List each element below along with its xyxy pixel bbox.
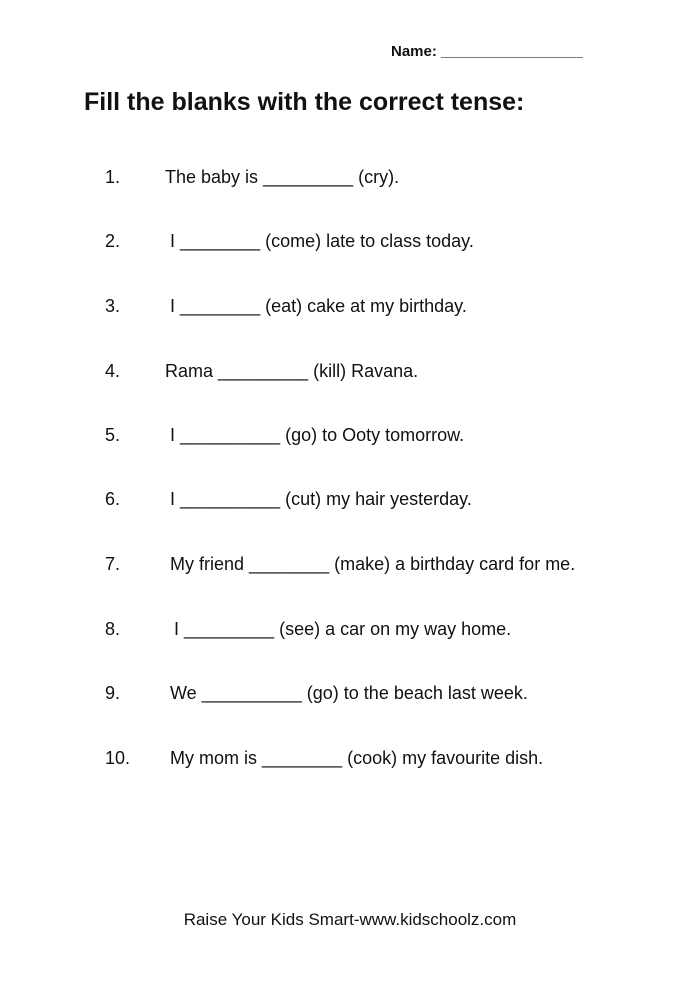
question-text: I _________ (see) a car on my way home. bbox=[174, 619, 512, 639]
question-text: I __________ (go) to Ooty tomorrow. bbox=[170, 425, 465, 445]
question-number: 7. bbox=[105, 554, 121, 574]
footer-credit: Raise Your Kids Smart-www.kidschoolz.com bbox=[183, 910, 517, 929]
question-item bbox=[0, 617, 700, 641]
question-item bbox=[0, 746, 700, 770]
worksheet-title: Fill the blanks with the correct tense: bbox=[84, 88, 525, 116]
question-number: 2. bbox=[105, 231, 121, 251]
question-number: 3. bbox=[105, 296, 121, 316]
question-text: We __________ (go) to the beach last week. bbox=[170, 683, 528, 703]
question-text: The baby is _________ (cry). bbox=[165, 167, 400, 187]
question-item bbox=[0, 552, 700, 576]
question-item bbox=[0, 294, 700, 318]
question-item bbox=[0, 487, 700, 511]
question-number: 4. bbox=[105, 361, 121, 381]
question-number: 5. bbox=[105, 425, 121, 445]
question-number: 1. bbox=[105, 167, 121, 187]
question-item bbox=[0, 165, 700, 189]
name-field-label: Name: _________________ bbox=[391, 43, 583, 60]
question-text: I __________ (cut) my hair yesterday. bbox=[170, 489, 472, 509]
question-number: 10. bbox=[105, 748, 131, 768]
question-text: My mom is ________ (cook) my favourite dish. bbox=[170, 748, 544, 768]
question-item bbox=[0, 229, 700, 253]
question-text: My friend ________ (make) a birthday card for me. bbox=[170, 554, 576, 574]
question-text: Rama _________ (kill) Ravana. bbox=[165, 361, 419, 381]
question-item bbox=[0, 681, 700, 705]
question-item bbox=[0, 423, 700, 447]
question-number: 9. bbox=[105, 683, 121, 703]
question-number: 8. bbox=[105, 619, 121, 639]
question-text: I ________ (come) late to class today. bbox=[170, 231, 474, 251]
question-number: 6. bbox=[105, 489, 121, 509]
question-item bbox=[0, 359, 700, 383]
question-text: I ________ (eat) cake at my birthday. bbox=[170, 296, 467, 316]
